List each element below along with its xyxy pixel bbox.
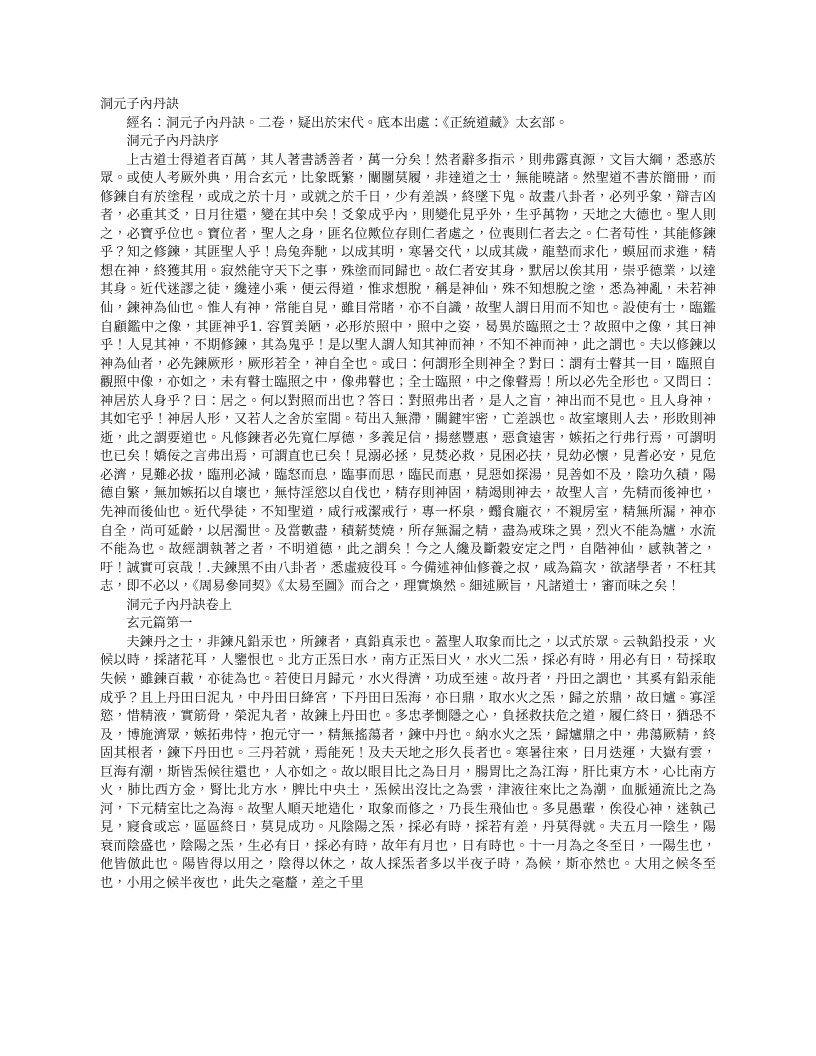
scripture-metadata: 經名：洞元子內丹訣。二卷，疑出於宋代。底本出處：《正統道藏》太玄部。 <box>126 115 569 131</box>
preface-heading: 洞元子內丹訣序 <box>126 134 219 150</box>
document-title: 洞元子內丹訣 <box>100 97 180 112</box>
volume-heading: 洞元子內丹訣卷上 <box>126 597 232 613</box>
preface-paragraph: 上古道士得道者百萬，其人著書誘善者，萬一分矣！然者辭多指示，則弗露真源，文旨大綱，悉惑於眾。或使人考厥外典，用合玄元，比象既繁，闡闉莫履，非達道之士，無能曉諸。然聖道不書於簡冊，而修鍊自有於塗程，或成之於十月，或就之於千日，少有差誤，終墜下鬼。故畫八卦者，必列乎象，辯吉凶者，必重其爻，日月往還，變在其中矣！爻象成乎內，則變化見乎外，生乎萬物，天地之大德也。聖人則之，必寶乎位也。寶位者，聖人之身，匪名位歟位存則仁者處之，位喪則仁者去之。仁者苟性，其能修鍊乎？知之修鍊，其匪聖人乎！烏兔奔馳，以成其明，寒暑交代，以成其歲，龍墊而求化，蟆屈而求進，精想在神，終獲其用。寂然能守天下之事，殊塗而同歸也。故仁者安其身，默居以俟其用，崇乎德業，以達其身。近代迷謬之徒，纔達小乘，便云得道，惟求想脫，稱是神仙，殊不知想脫之塗，悉為神亂，未若神仙，鍊神為仙也。惟人有神，常能自見，雖目常睹，亦不自識，故聖人謂日用而不知也。設使有士，臨鑑自顧鑑中之像，其匪神乎1. 容質美陋，必形於照中，照中之姿，曷異於臨照之士？故照中之像，其曰神乎！人見其神，不期修鍊，其為鬼乎！是以聖人謂人知其神而神，不知不神而神，此之謂也。夫以修鍊以神為仙者，必先鍊厥形，厥形若全，神自全也。或曰：何謂形全則神全？對曰：謂有士瞽其一目，臨照自觀照中像，亦如之，未有瞽士臨照之中，像弗瞽也；全士臨照，中之像瞽焉！所以必先全形也。又問曰：神居於人身乎？曰：居之。何以對照而出也？答曰：對照弗出者，是人之盲，神出而不見也。且人身神，其如宅乎！神居人形，又若人之舍於室閭。苟出入無滯，關鍵牢密，亡差誤也。故室壞則人去，形敗則神逝，此之謂要道也。凡修鍊者必先寬仁厚德，多義足信，揚慈豐惠，惡貪遠害，嫉拓之行弗行焉，可謂明也已矣！嬌佞之言弗出焉，可謂直也已矣！見溺必拯，見焚必救，見困必扶，見幼必懷，見耆必安，見危必濟，見難必拔，臨刑必減，臨怒而息，臨事而思，臨民而惠，見惡如探湯，見善如不及，陰功久積，陽德自繁，無加嫉拓以自壞也，無恃淫慾以自伐也，精存則神固，精竭則神去，故聖人言，先精而後神也，先神而後仙也。近代學徒，不知聖道，咸行戒潔戒行，專一杯泉，蠮食龐衣，不親房室，精無所漏，神亦自全，尚可延齡，以居濁世。及當數盡，積薪焚燒，所存無漏之精，盡為戒珠之異，烈火不能為爐，水流不能為也。故經謂執著之者，不明道德，此之謂矣！今之人纔及斷穀安定之門，自階神仙，感執著之，吁！誠實可哀哉！.夫鍊黑不由八卦者，悉虛疲役耳。今備述神仙修養之叔，咸為篇次，欲諸學者，不枉其志，即不必以，《周易參同契》《太易至圖》而合之，理實煥然。細述厥旨，凡諸道士，審而味之矣！ <box>100 152 716 595</box>
chapter-one-paragraph: 夫鍊丹之士，非鍊凡鉛汞也，所鍊者，真鉛真汞也。蓋聖人取象而比之，以式於眾。云執鉛投汞，火候以時，採諸花耳，人鑒恨也。北方正炁曰水，南方正炁曰火，水火二炁，採必有時，用必有日，苟採取失候，雖鍊百載，亦徒為也。若使日月歸元，水火得濟，功成至速。故丹者，丹田之謂也，其奚有鉛汞能成乎？且上丹田曰泥丸，中丹田曰絳宮，下丹田曰炁海，亦曰鼎，取水火之炁，歸之於鼎，故曰爐。寡淫慾，惜精液，實筋骨，榮泥丸者，故鍊上丹田也。多忠孝惻隱之心，負拯救扶危之道，履仁終日，猶恐不及，博施濟眾，嫉拓弗恃，抱元守一，精無搖蕩者，鍊中丹也。納水火之炁，歸爐鼎之中，弗蕩厥精，終固其根者，鍊下丹田也。三丹若就，焉能死！及夫天地之形久長者也。寒暑往來，日月迭運，大嶽有雲，巨海有潮，斯皆炁候往還也，人亦如之。故以眼目比之為日月，腸胃比之為江海，肝比東方木，心比南方火，肺比西方金，腎比北方水，脾比中央土，炁候出沒比之為雲，津液往來比之為潮，血脈通流比之為河，下元精室比之為海。故聖人順天地造化，取象而修之，乃長生飛仙也。多見愚輩，俟役心神，迷執己見，寢食或忘，區區終日，莫見成功。凡陰陽之炁，採必有時，採若有差，丹莫得就。夫五月一陰生，陽衰而陰盛也，陰陽之炁，生必有日，採必有時，故年有月也，日有時也。十一月為之冬至日，一陽生也，他皆倣此也。陽皆得以用之，陰得以休之，故人採炁者多以半夜子時，為候，斯亦然也。大用之候冬至也，小用之候半夜也，此失之毫釐，差之千里 <box>100 634 716 891</box>
chapter-heading: 玄元篇第一 <box>126 616 193 632</box>
document-text-column <box>100 96 716 894</box>
